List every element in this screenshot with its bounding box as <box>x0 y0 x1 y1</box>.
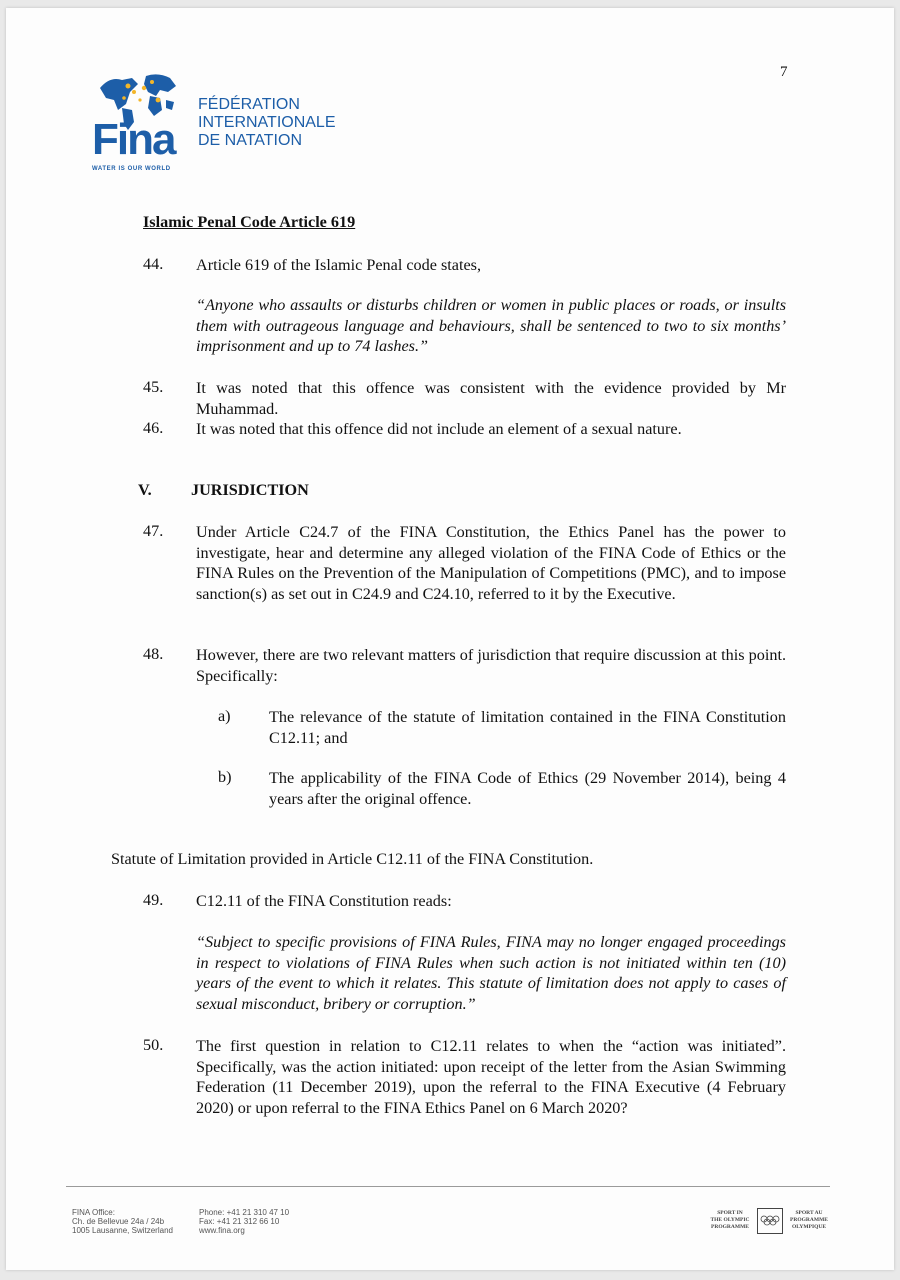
olympic-line: PROGRAMME <box>711 1224 749 1230</box>
para-number: 46. <box>143 419 164 437</box>
list-label: b) <box>218 768 232 786</box>
list-label: a) <box>218 707 231 725</box>
olympic-label-en <box>706 1210 754 1231</box>
quote-c12-11: “Subject to specific provisions of FINA Rules, FINA may no longer engaged proceedings in respect to violations of FINA Rules when such action is not initiated within ten (10) years of the event to which it relates. This statute of limitation does not apply to cases of sexual misconduct, bribery or corruption.” <box>196 933 786 1013</box>
footer-fax: Fax: +41 21 312 66 10 <box>199 1217 280 1226</box>
federation-line: INTERNATIONALE <box>198 114 336 131</box>
footer-divider <box>66 1186 830 1187</box>
para-44: Article 619 of the Islamic Penal code states, <box>196 256 481 274</box>
footer-website: www.fina.org <box>199 1226 245 1235</box>
para-46: It was noted that this offence did not include an element of a sexual nature. <box>196 420 682 438</box>
para-50: The first question in relation to C12.11 relates to when the “action was initiated”. Specifically, was the action initiated: upon receipt of the letter from the Asian Swimming Federation (11 December 2019), upon the referral to the FINA Executive (4 February 2020) or upon referral to the FINA Ethics Panel on 6 March 2020? <box>196 1037 786 1117</box>
fina-tagline: WATER IS OUR WORLD <box>92 166 171 172</box>
para-49: C12.11 of the FINA Constitution reads: <box>196 892 452 910</box>
olympic-programme-badge <box>706 1208 836 1236</box>
para-number: 48. <box>143 645 164 663</box>
section-number: V. <box>138 481 152 499</box>
olympic-label-fr <box>784 1210 834 1231</box>
olympic-line: OLYMPIQUE <box>791 1224 827 1230</box>
federation-line: DE NATATION <box>198 132 302 149</box>
document-page <box>6 8 894 1270</box>
olympic-line: SPORT IN <box>717 1210 743 1216</box>
olympic-rings-icon <box>757 1208 783 1234</box>
islamic-code-heading: Islamic Penal Code Article 619 <box>143 213 356 231</box>
fina-wordmark: Fina <box>92 115 175 164</box>
para-number: 44. <box>143 255 164 273</box>
footer-contact <box>199 1208 289 1235</box>
para-45: It was noted that this offence was consistent with the evidence provided by Mr Muhammad. <box>196 379 786 418</box>
statute-heading: Statute of Limitation provided in Article C12.11 of the FINA Constitution. <box>111 850 594 868</box>
list-item-a: The relevance of the statute of limitation contained in the FINA Constitution C12.11; and <box>269 708 786 747</box>
para-number: 50. <box>143 1036 164 1054</box>
para-47: Under Article C24.7 of the FINA Constitution, the Ethics Panel has the power to investigate, hear and determine any alleged violation of the FINA Code of Ethics or the FINA Rules on the Prevention of the Manipulation of Competitions (PMC), and to impose sanction(s) as set out in C24.9 and C24.10, referred to it by the Executive. <box>196 523 786 603</box>
olympic-line: SPORT AU <box>795 1210 823 1216</box>
section-title: JURISDICTION <box>191 481 309 499</box>
quote-article-619: “Anyone who assaults or disturbs children or women in public places or roads, or insults them with outrageous language and behaviours, shall be sentenced to two to six months’ imprisonment and up to 74 lashes.” <box>196 296 786 356</box>
footer-office <box>72 1208 173 1235</box>
list-item-b: The applicability of the FINA Code of Ethics (29 November 2014), being 4 years after the original offence. <box>269 769 786 808</box>
para-number: 47. <box>143 522 164 540</box>
page-number: 7 <box>780 64 788 80</box>
para-number: 49. <box>143 891 164 909</box>
federation-line: FÉDÉRATION <box>198 96 300 113</box>
footer-line: FINA Office: <box>72 1208 115 1217</box>
federation-name <box>198 96 336 150</box>
para-number: 45. <box>143 378 164 396</box>
para-48: However, there are two relevant matters of jurisdiction that require discussion at this point. Specifically: <box>196 646 786 685</box>
footer-line: 1005 Lausanne, Switzerland <box>72 1226 173 1235</box>
olympic-line: PROGRAMME <box>790 1217 828 1223</box>
olympic-line: THE OLYMPIC <box>710 1217 750 1223</box>
footer-line: Ch. de Bellevue 24a / 24b <box>72 1217 165 1226</box>
footer-phone: Phone: +41 21 310 47 10 <box>199 1208 290 1217</box>
